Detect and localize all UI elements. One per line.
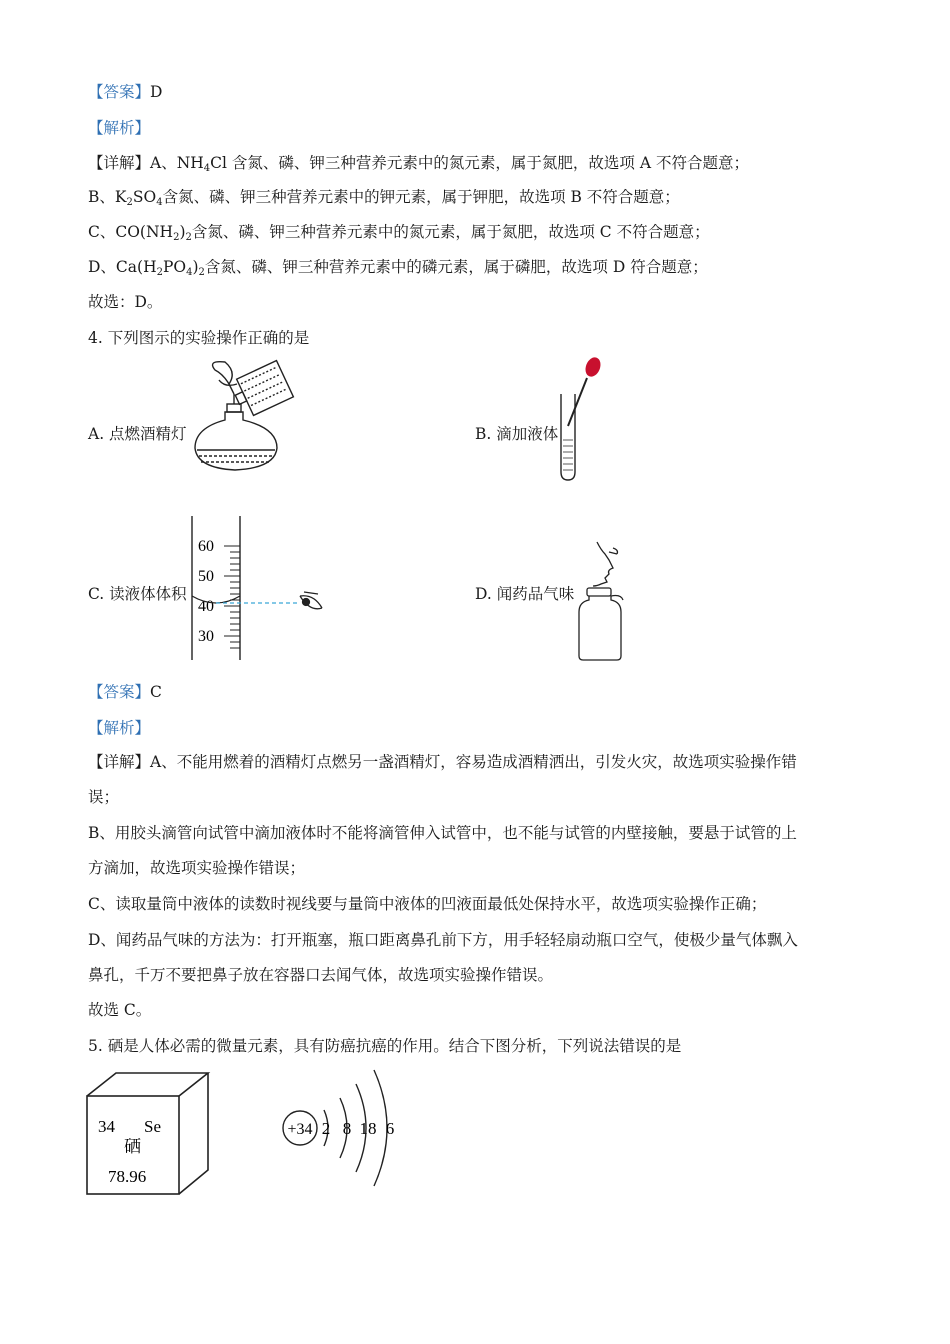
q4-detail-line-b1: B、用胶头滴管向试管中滴加液体时不能将滴管伸入试管中，也不能与试管的内壁接触，要悬于试管的上 [88, 824, 797, 842]
text-fragment: SO [132, 188, 157, 206]
periodic-table-cell-illustration [86, 1072, 210, 1196]
q4-conclusion: 故选 C。 [88, 1001, 152, 1019]
q4-detail-line-b2: 方滴加，故选项实验操作错误； [88, 859, 306, 877]
element-atomic-number: 34 [98, 1117, 115, 1136]
shell-electron-count: 2 [321, 1119, 331, 1138]
alcohol-lamp-illustration [185, 358, 305, 478]
q4-answer-line [88, 682, 162, 702]
smelling-bottle-illustration [575, 540, 635, 662]
q4-option-d-label: D. 闻药品气味 [475, 585, 575, 603]
text-fragment: PO [162, 258, 187, 276]
text-fragment: A、NH [150, 154, 204, 172]
text-fragment: Cl 含氮、磷、钾三种营养元素中的氮元素，属于氮肥，故选项 A 不符合题意； [210, 154, 749, 172]
q4-option-c-label: C. 读液体体积 [88, 585, 187, 603]
answer-tag: 【答案】 [88, 683, 151, 701]
subscript: 4 [156, 197, 163, 208]
cylinder-tick-label: 60 [198, 538, 214, 555]
q3-detail-line-d [88, 257, 708, 283]
dropper-test-tube-illustration [555, 356, 605, 482]
text-fragment: ) [179, 223, 186, 241]
q4-stem: 4. 下列图示的实验操作正确的是 [88, 329, 310, 347]
dropper-bulb-icon [583, 355, 603, 379]
answer-value: D [150, 83, 163, 101]
element-atomic-mass: 78.96 [108, 1167, 147, 1186]
text-fragment: 含氮、磷、钾三种营养元素中的磷元素，属于磷肥，故选项 D 符合题意； [204, 258, 708, 276]
shell-electron-count: 8 [342, 1119, 352, 1138]
cylinder-tick-label: 50 [198, 568, 214, 585]
q4-analysis-tag: 【解析】 [88, 719, 151, 737]
text-fragment: B、K [88, 188, 127, 206]
text-fragment: ) [192, 258, 199, 276]
element-name: 硒 [124, 1137, 141, 1156]
text-fragment: 含氮、磷、钾三种营养元素中的氮元素，属于氮肥，故选项 C 不符合题意； [191, 223, 710, 241]
q3-conclusion: 故选：D。 [88, 293, 163, 311]
text-fragment: 含氮、磷、钾三种营养元素中的钾元素，属于钾肥，故选项 B 不符合题意； [162, 188, 680, 206]
shell-electron-count: 18 [359, 1119, 377, 1138]
atomic-structure-diagram [280, 1066, 410, 1186]
cylinder-tick-label: 30 [198, 628, 214, 645]
eye-icon [300, 592, 322, 609]
q4-detail-line-d2: 鼻孔，千万不要把鼻子放在容器口去闻气体，故选项实验操作错误。 [88, 966, 554, 984]
subscript: 2 [126, 197, 133, 208]
q3-detail-line-c [88, 222, 710, 248]
subscript: 4 [186, 267, 193, 278]
subscript: 4 [203, 163, 211, 174]
subscript: 2 [156, 267, 163, 278]
q3-analysis-tag: 【解析】 [88, 119, 151, 137]
subscript: 2 [173, 232, 180, 243]
shell-electron-count: 6 [385, 1119, 395, 1138]
text-fragment: A、不能用燃着的酒精灯点燃另一盏酒精灯，容易造成酒精洒出，引发火灾，故选项实验操作错 [150, 753, 797, 771]
element-symbol: Se [144, 1117, 161, 1136]
q3-answer-line [88, 82, 162, 102]
nucleus-charge: +34 [287, 1121, 313, 1138]
q4-option-b-label: B. 滴加液体 [475, 425, 559, 443]
answer-tag: 【答案】 [88, 83, 151, 101]
subscript: 2 [198, 267, 205, 278]
text-fragment: C、CO(NH [88, 223, 174, 241]
detail-tag: 【详解】 [88, 154, 151, 172]
q3-detail-line-a [88, 153, 749, 179]
text-fragment: D、Ca(H [88, 258, 157, 276]
q4-detail-line-a2: 误； [88, 788, 120, 806]
q5-stem: 5. 硒是人体必需的微量元素，具有防癌抗癌的作用。结合下图分析，下列说法错误的是 [88, 1037, 682, 1055]
q3-detail-line-b [88, 187, 680, 213]
q4-detail-line-c: C、读取量筒中液体的读数时视线要与量筒中液体的凹液面最低处保持水平，故选项实验操作正确； [88, 895, 767, 913]
subscript: 2 [185, 232, 192, 243]
q4-detail-line-a1 [88, 752, 797, 772]
q4-option-a-label: A. 点燃酒精灯 [88, 425, 187, 443]
q4-detail-line-d1: D、闻药品气味的方法为：打开瓶塞，瓶口距离鼻孔前下方，用手轻轻扇动瓶口空气，使极少量气体飘入 [88, 931, 798, 949]
cylinder-tick-label: 40 [198, 598, 214, 615]
detail-tag: 【详解】 [88, 753, 151, 771]
answer-value: C [150, 683, 162, 701]
graduated-cylinder-illustration [190, 516, 330, 662]
